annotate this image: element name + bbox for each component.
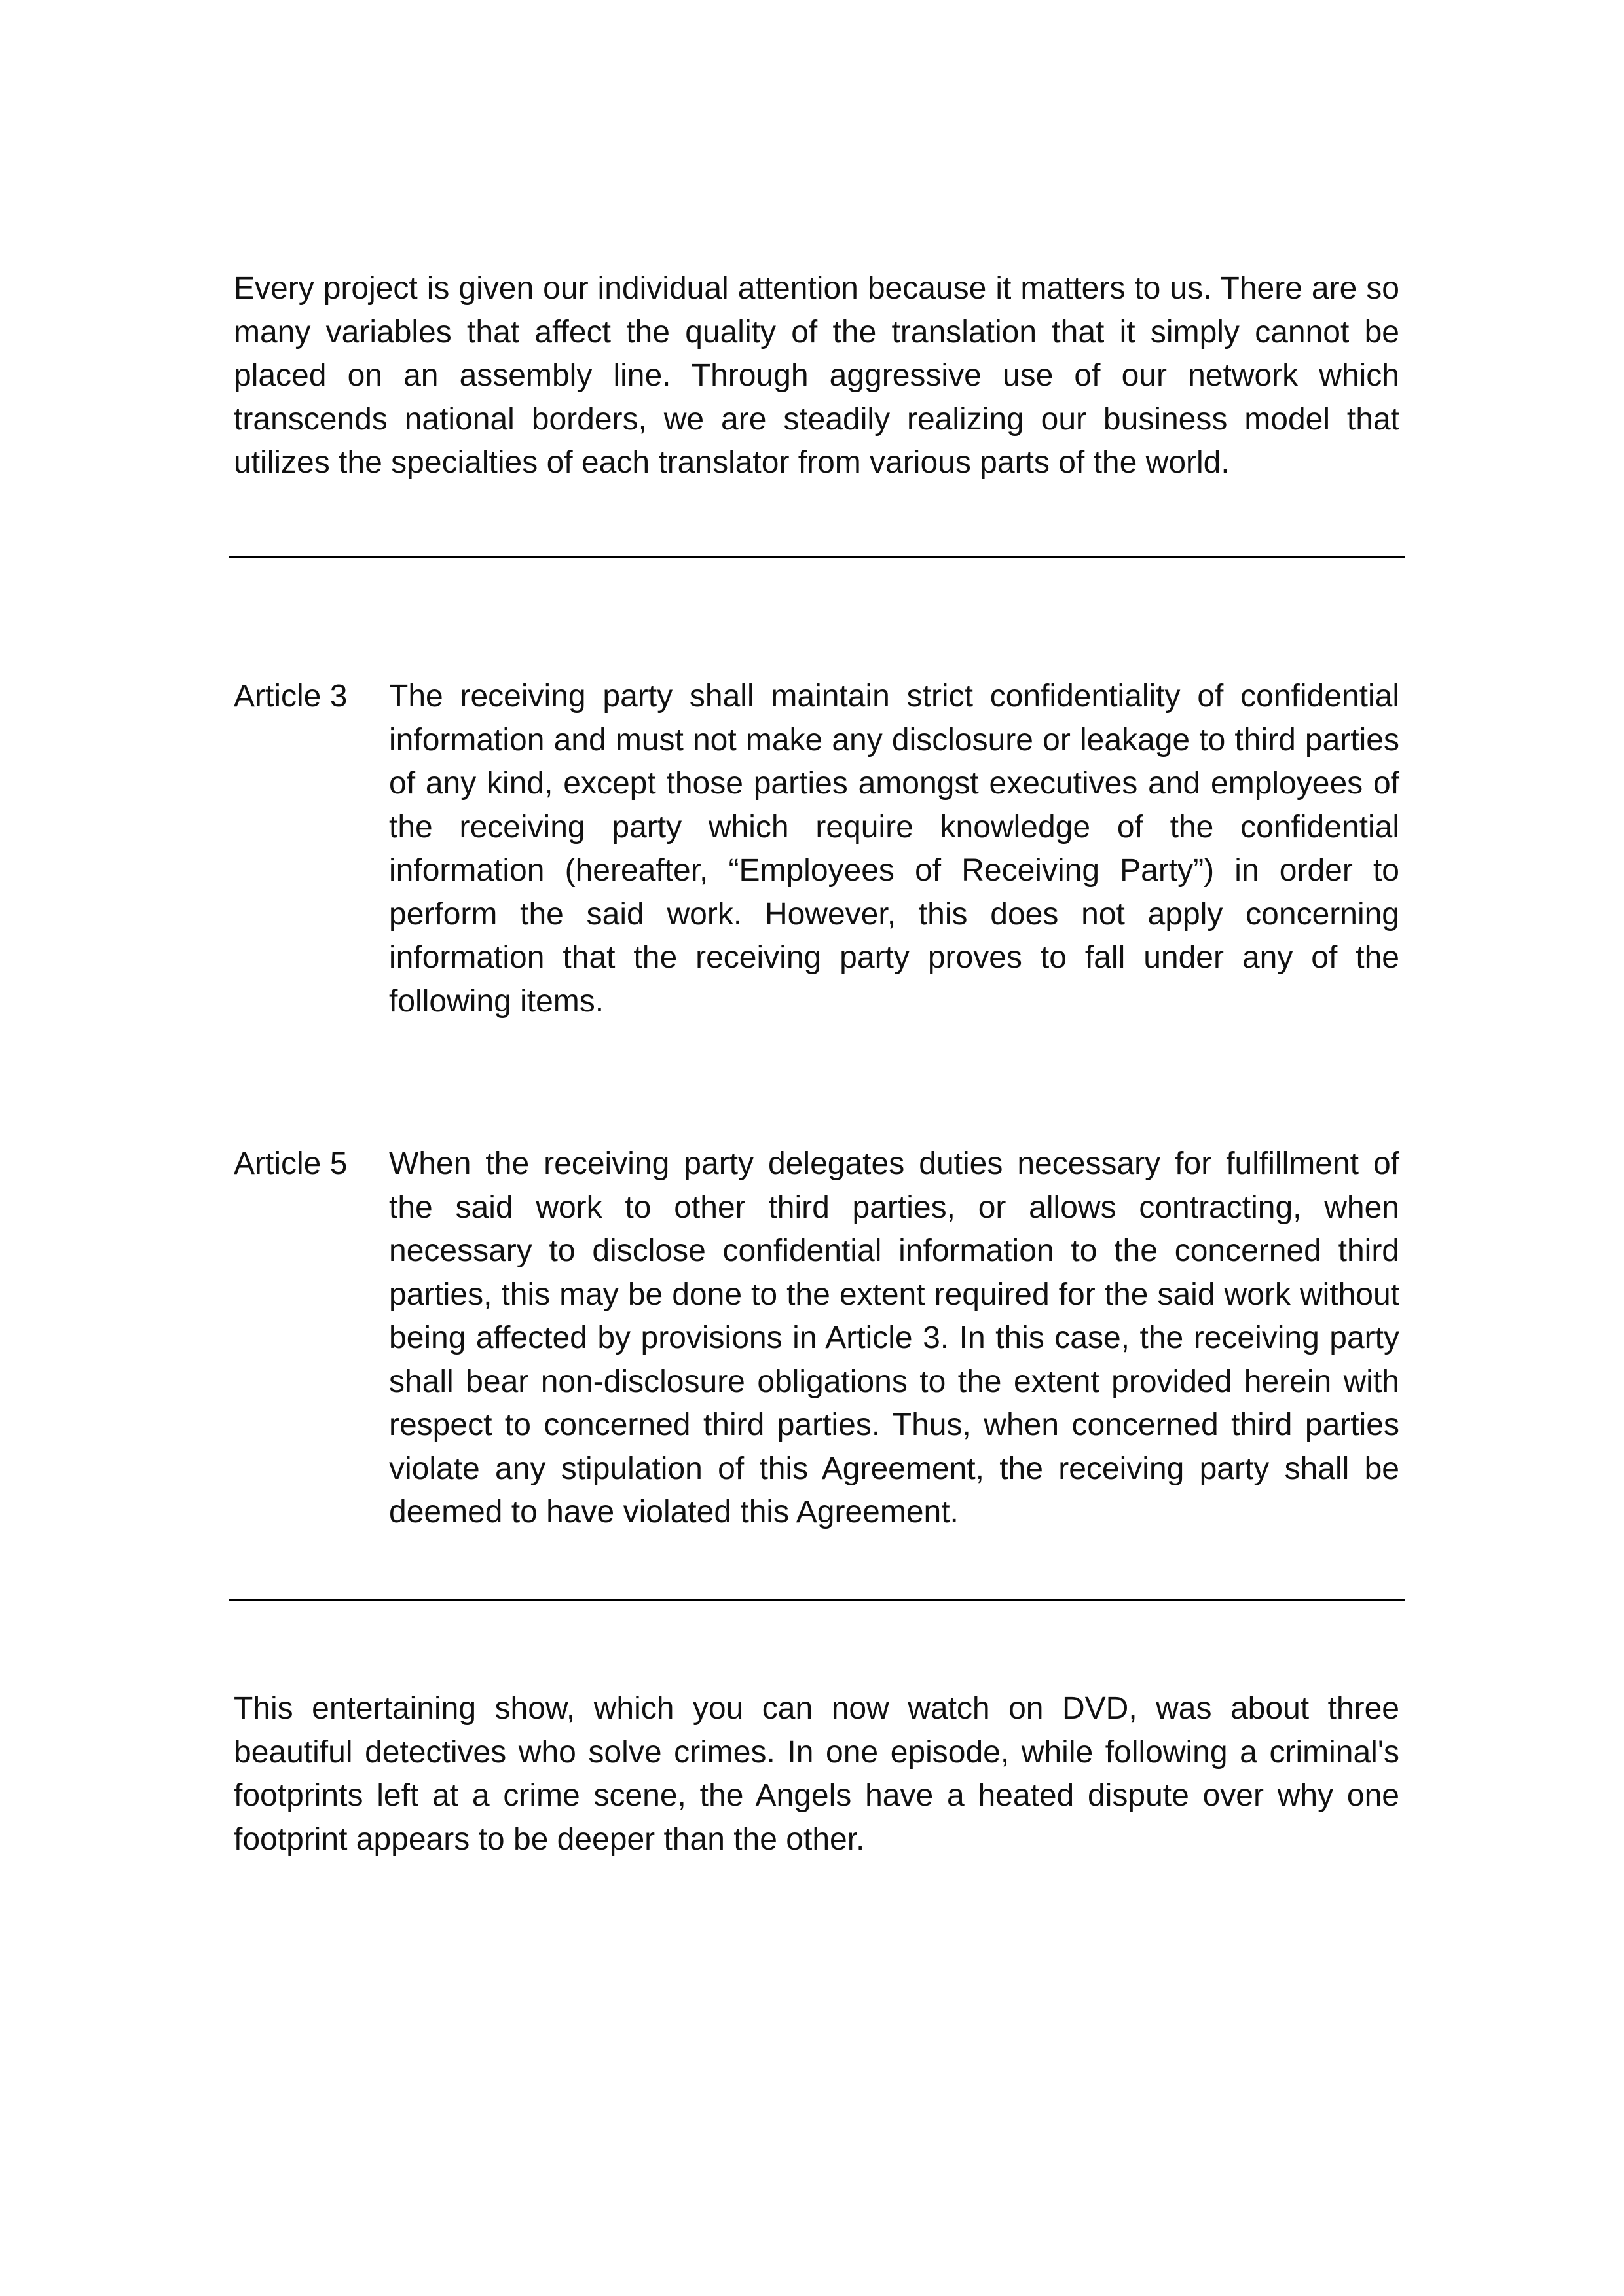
article-3-label: Article 3 — [234, 679, 348, 714]
closing-paragraph: This entertaining show, which you can now watch on DVD, was about three beautiful detectives who solve crimes. In one episode, while following a criminal's footprints left at a crime scene, the Angels have a heated dispute over why one footprint appears to be deeper than the other. — [234, 1691, 1399, 1857]
horizontal-divider — [229, 556, 1405, 558]
horizontal-divider — [229, 1599, 1405, 1601]
intro-paragraph: Every project is given our individual attention because it matters to us. There are so many variables that affect the quality of the translation that it simply cannot be placed on an assembly line. Through aggressive use of our network which transcends national borders, we are steadily realizing our business model that utilizes the specialties of each translator from various parts of the world. — [234, 271, 1399, 480]
article-5-label: Article 5 — [234, 1146, 348, 1181]
article-3-text: The receiving party shall maintain strict confidentiality of confidential information and must not make any disclosure or leakage to third parties of any kind, except those parties amongst executives and employees of the receiving party which require knowledge of the confidential information (hereafter, “Employees of Receiving Party”) in order to perform the said work. However, this does not apply concerning information that the receiving party proves to fall under any of the following items. — [389, 679, 1399, 1019]
article-5-text: When the receiving party delegates duties necessary for fulfillment of the said work to other third parties, or allows contracting, when necessary to disclose confidential information to the concerned third parties, this may be done to the extent required for the said work without being affected by provisions in Article 3. In this case, the receiving party shall bear non-disclosure obligations to the extent provided herein with respect to concerned third parties. Thus, when concerned third parties violate any stipulation of this Agreement, the receiving party shall be deemed to have violated this Agreement. — [389, 1146, 1399, 1529]
